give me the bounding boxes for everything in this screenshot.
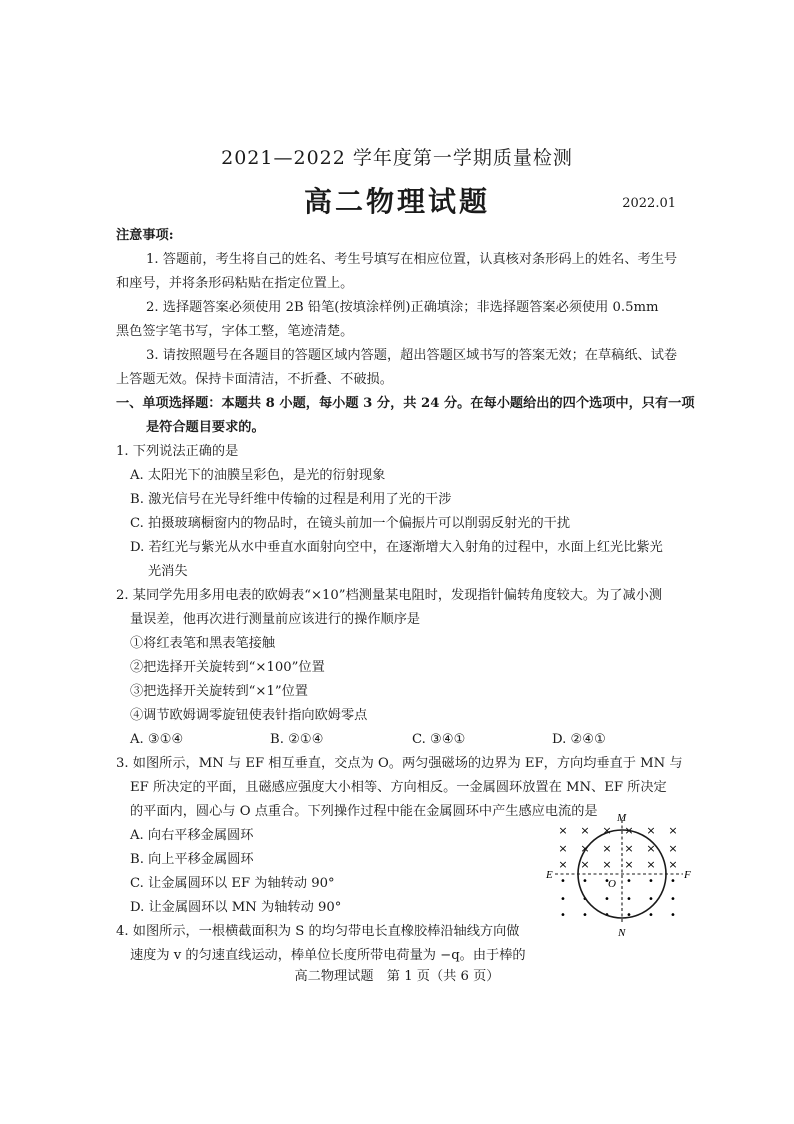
field-cross-mark: × bbox=[580, 824, 590, 837]
question-2-step-4: ④调节欧姆调零旋钮使表针指向欧姆零点 bbox=[130, 708, 368, 723]
question-2-stem: 2. 某同学先用多用电表的欧姆表“×10”档测量某电阻时，发现指针偏转角度较大。为了减小测 bbox=[116, 588, 663, 603]
field-cross-mark: × bbox=[624, 858, 634, 871]
field-cross-mark: × bbox=[646, 858, 656, 871]
question-2-option-c: C. ③④① bbox=[412, 732, 466, 747]
field-cross-mark: × bbox=[668, 824, 678, 837]
field-dot-mark: • bbox=[670, 910, 676, 921]
question-2-option-b: B. ②①④ bbox=[270, 732, 324, 747]
field-dot-mark: • bbox=[560, 876, 566, 887]
notice-line: 2. 选择题答案必须使用 2B 铅笔(按填涂样例)正确填涂；非选择题答案必须使用 0.5mm bbox=[146, 300, 659, 315]
field-cross-mark: × bbox=[602, 842, 612, 855]
field-dot-mark: • bbox=[648, 910, 654, 921]
question-1-option-a: A. 太阳光下的油膜呈彩色，是光的衍射现象 bbox=[130, 468, 386, 483]
question-1-stem: 1. 下列说法正确的是 bbox=[116, 444, 239, 459]
question-3-option-c: C. 让金属圆环以 EF 为轴转动 90° bbox=[130, 876, 335, 891]
label-e: E bbox=[546, 869, 553, 881]
field-cross-mark: × bbox=[624, 824, 634, 837]
question-4-stem-cont: 速度为 v 的匀速直线运动，棒单位长度所带电荷量为 −q。由于棒的 bbox=[130, 948, 526, 963]
field-dot-mark: • bbox=[626, 876, 632, 887]
notice-line: 1. 答题前，考生将自己的姓名、考生号填写在相应位置，认真核对条形码上的姓名、考生号 bbox=[146, 252, 678, 267]
paper-title: 高二物理试题 bbox=[303, 185, 490, 218]
notice-line: 和座号，并将条形码粘贴在指定位置上。 bbox=[116, 276, 354, 291]
field-cross-mark: × bbox=[602, 824, 612, 837]
notice-line: 3. 请按照题号在各题目的答题区域内答题，超出答题区域书写的答案无效；在草稿纸、试卷 bbox=[146, 348, 678, 363]
field-marks bbox=[558, 824, 677, 921]
field-dot-mark: • bbox=[670, 894, 676, 905]
notice-heading: 注意事项: bbox=[116, 228, 174, 243]
label-n: N bbox=[618, 927, 626, 939]
question-3-stem-cont: 的平面内，圆心与 O 点重合。下列操作过程中能在金属圆环中产生感应电流的是 bbox=[130, 804, 598, 819]
page-footer: 高二物理试题 第 1 页（共 6 页） bbox=[294, 969, 500, 984]
field-cross-mark: × bbox=[580, 858, 590, 871]
section-heading: 一、单项选择题：本题共 8 小题，每小题 3 分，共 24 分。在每小题给出的四个选项中，只有一项 bbox=[116, 396, 695, 411]
field-cross-mark: × bbox=[668, 842, 678, 855]
field-dot-mark: • bbox=[582, 894, 588, 905]
field-dot-mark: • bbox=[582, 876, 588, 887]
field-dot-mark: • bbox=[648, 894, 654, 905]
question-2-step-3: ③把选择开关旋转到“×1”位置 bbox=[130, 684, 308, 699]
field-dot-mark: • bbox=[648, 876, 654, 887]
section-heading-cont: 是符合题目要求的。 bbox=[146, 420, 265, 435]
field-cross-mark: × bbox=[558, 842, 568, 855]
field-dot-mark: • bbox=[604, 894, 610, 905]
label-f: F bbox=[684, 869, 691, 881]
field-dot-mark: • bbox=[626, 910, 632, 921]
field-dot-mark: • bbox=[560, 910, 566, 921]
question-2-option-d: D. ②④① bbox=[552, 732, 606, 747]
question-1-option-d-cont: 光消失 bbox=[148, 564, 188, 579]
question-1-option-b: B. 激光信号在光导纤维中传输的过程是利用了光的干涉 bbox=[130, 492, 452, 507]
question-2-stem-cont: 量误差，他再次进行测量前应该进行的操作顺序是 bbox=[130, 612, 421, 627]
question-2-option-a: A. ③①④ bbox=[130, 732, 184, 747]
question-3-stem-cont: EF 所决定的平面，且磁感应强度大小相等、方向相反。一金属圆环放置在 MN、EF 所决定 bbox=[130, 780, 667, 795]
question-3-option-b: B. 向上平移金属圆环 bbox=[130, 852, 254, 867]
question-2-step-1: ①将红表笔和黑表笔接触 bbox=[130, 636, 276, 651]
question-2-step-2: ②把选择开关旋转到“×100”位置 bbox=[130, 660, 325, 675]
field-cross-mark: × bbox=[602, 858, 612, 871]
field-cross-mark: × bbox=[580, 842, 590, 855]
exam-date: 2022.01 bbox=[622, 196, 676, 211]
question-1-option-c: C. 拍摄玻璃橱窗内的物品时，在镜头前加一个偏振片可以削弱反射光的干扰 bbox=[130, 516, 571, 531]
question-4-stem: 4. 如图所示，一根横截面积为 S 的均匀带电长直橡胶棒沿轴线方向做 bbox=[116, 924, 520, 939]
field-cross-mark: × bbox=[646, 824, 656, 837]
field-dot-mark: • bbox=[670, 876, 676, 887]
question-3-option-a: A. 向右平移金属圆环 bbox=[130, 828, 254, 843]
field-cross-mark: × bbox=[624, 842, 634, 855]
question-3-stem: 3. 如图所示，MN 与 EF 相互垂直，交点为 O。两匀强磁场的边界为 EF，方向均垂直于 MN 与 bbox=[116, 756, 683, 771]
question-1-option-d: D. 若红光与紫光从水中垂直水面射向空中，在逐渐增大入射角的过程中，水面上红光比紫光 bbox=[130, 540, 663, 555]
field-cross-mark: × bbox=[558, 824, 568, 837]
field-dot-mark: • bbox=[604, 876, 610, 887]
magnetic-field-diagram bbox=[543, 812, 693, 940]
field-dot-mark: • bbox=[626, 894, 632, 905]
field-cross-mark: × bbox=[558, 858, 568, 871]
label-m: M bbox=[617, 812, 627, 824]
field-cross-mark: × bbox=[668, 858, 678, 871]
notice-line: 上答题无效。保持卡面清洁，不折叠、不破损。 bbox=[116, 372, 393, 387]
field-dot-mark: • bbox=[582, 910, 588, 921]
notice-line: 黑色签字笔书写，字体工整，笔迹清楚。 bbox=[116, 324, 354, 339]
label-o: O bbox=[608, 878, 616, 890]
question-3-option-d: D. 让金属圆环以 MN 为轴转动 90° bbox=[130, 900, 342, 915]
field-dot-mark: • bbox=[604, 910, 610, 921]
field-cross-mark: × bbox=[646, 842, 656, 855]
field-dot-mark: • bbox=[560, 894, 566, 905]
school-year-heading: 2021—2022 学年度第一学期质量检测 bbox=[221, 147, 573, 169]
